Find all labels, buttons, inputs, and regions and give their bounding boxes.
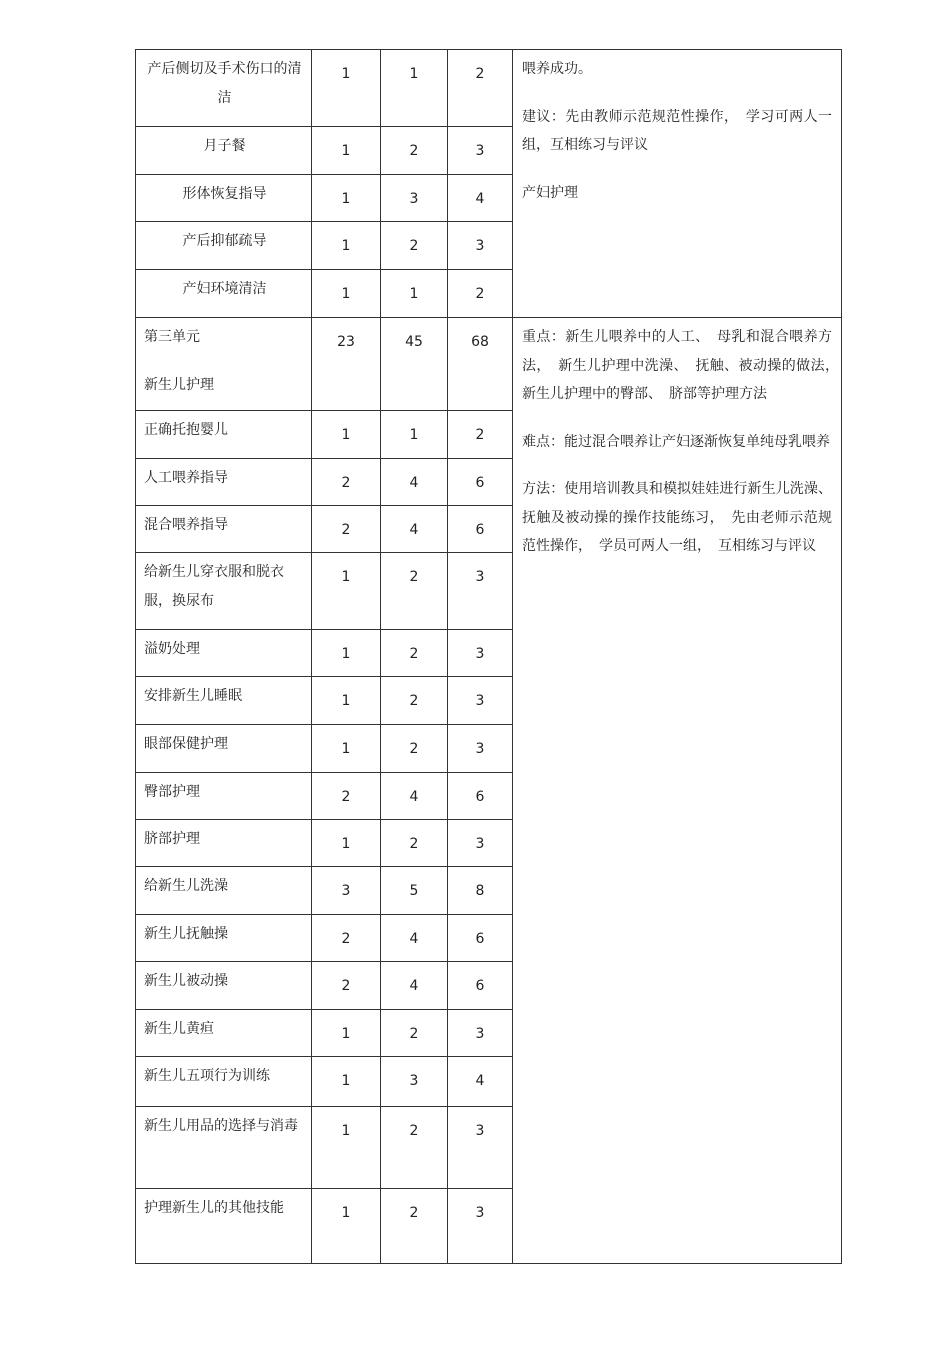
hours-b: 1 [381, 411, 448, 459]
hours-b: 3 [381, 175, 448, 222]
notes-suggestion: 建议：先由教师示范规范性操作， 学习可两人一组，互相练习与评议 [522, 108, 832, 153]
hours-a: 1 [312, 677, 381, 725]
item-name: 给新生儿洗澡 [136, 867, 312, 915]
hours-a: 2 [312, 773, 381, 820]
hours-a: 1 [312, 630, 381, 677]
item-name: 安排新生儿睡眠 [136, 677, 312, 725]
item-name: 混合喂养指导 [136, 506, 312, 553]
hours-a: 2 [312, 962, 381, 1010]
hours-total: 2 [448, 270, 513, 318]
hours-total: 4 [448, 175, 513, 222]
hours-total: 8 [448, 867, 513, 915]
hours-total: 6 [448, 962, 513, 1010]
hours-a: 2 [312, 459, 381, 506]
item-name: 眼部保健护理 [136, 725, 312, 773]
hours-b: 3 [381, 1057, 448, 1107]
item-name: 脐部护理 [136, 820, 312, 867]
item-name: 给新生儿穿衣服和脱衣服，换尿布 [136, 553, 312, 630]
hours-b: 2 [381, 1107, 448, 1189]
notes-newborn [513, 318, 846, 1264]
hours-a: 1 [312, 1010, 381, 1057]
notes-key-points: 重点：新生儿喂养中的人工、 母乳和混合喂养方法， 新生儿护理中洗澡、 抚触、被动操的做法， 新生儿护理中的臀部、 脐部等护理方法 [522, 329, 846, 402]
item-name: 新生儿黄疸 [136, 1010, 312, 1057]
hours-b: 4 [381, 915, 448, 962]
hours-b: 5 [381, 867, 448, 915]
item-name: 正确托抱婴儿 [136, 411, 312, 459]
item-name: 产后抑郁疏导 [136, 222, 312, 270]
item-name: 新生儿用品的选择与消毒 [136, 1107, 312, 1189]
hours-b: 45 [381, 318, 448, 411]
hours-a: 1 [312, 725, 381, 773]
item-name: 形体恢复指导 [136, 175, 312, 222]
hours-total: 3 [448, 630, 513, 677]
hours-a: 1 [312, 1189, 381, 1264]
hours-a: 2 [312, 915, 381, 962]
item-name: 臀部护理 [136, 773, 312, 820]
hours-total: 3 [448, 127, 513, 175]
hours-total: 3 [448, 820, 513, 867]
unit-label: 第三单元 [144, 329, 200, 345]
hours-a: 1 [312, 1107, 381, 1189]
hours-b: 1 [381, 270, 448, 318]
course-plan-table [135, 49, 846, 1264]
hours-total: 4 [448, 1057, 513, 1107]
hours-total: 6 [448, 459, 513, 506]
item-name: 护理新生儿的其他技能 [136, 1189, 312, 1264]
hours-total: 3 [448, 222, 513, 270]
notes-section: 产妇护理 [522, 184, 578, 201]
hours-a: 1 [312, 553, 381, 630]
hours-total: 3 [448, 677, 513, 725]
item-name: 新生儿被动操 [136, 962, 312, 1010]
item-name: 产妇环境清洁 [136, 270, 312, 318]
hours-a: 1 [312, 1057, 381, 1107]
hours-a: 1 [312, 411, 381, 459]
hours-a: 1 [312, 270, 381, 318]
notes-line: 喂养成功。 [522, 61, 592, 77]
hours-b: 2 [381, 677, 448, 725]
hours-a: 23 [312, 318, 381, 411]
hours-total: 3 [448, 1107, 513, 1189]
hours-b: 4 [381, 459, 448, 506]
hours-a: 1 [312, 222, 381, 270]
hours-total: 68 [448, 318, 513, 411]
item-name: 月子餐 [136, 127, 312, 175]
notes-method: 方法：使用培训教具和模拟娃娃进行新生儿洗澡、抚触及被动操的操作技能练习， 先由老师示范规范性操作， 学员可两人一组， 互相练习与评议 [522, 481, 832, 554]
hours-b: 2 [381, 127, 448, 175]
hours-total: 3 [448, 1189, 513, 1264]
unit-title-cell [136, 318, 312, 411]
hours-b: 2 [381, 1010, 448, 1057]
hours-total: 6 [448, 773, 513, 820]
hours-total: 6 [448, 506, 513, 553]
unit-topic: 新生儿护理 [144, 377, 214, 393]
hours-a: 1 [312, 820, 381, 867]
item-name: 产后侧切及手术伤口的清洁 [136, 50, 312, 127]
hours-b: 4 [381, 962, 448, 1010]
item-name: 新生儿抚触操 [136, 915, 312, 962]
hours-total: 3 [448, 1010, 513, 1057]
hours-a: 1 [312, 175, 381, 222]
hours-a: 1 [312, 127, 381, 175]
hours-a: 1 [312, 50, 381, 127]
hours-b: 4 [381, 773, 448, 820]
hours-b: 2 [381, 222, 448, 270]
table-row-unit-header [136, 318, 842, 411]
hours-total: 2 [448, 50, 513, 127]
hours-a: 2 [312, 506, 381, 553]
item-name: 新生儿五项行为训练 [136, 1057, 312, 1107]
hours-b: 2 [381, 553, 448, 630]
hours-total: 3 [448, 725, 513, 773]
item-name: 人工喂养指导 [136, 459, 312, 506]
hours-b: 2 [381, 1189, 448, 1264]
hours-total: 6 [448, 915, 513, 962]
notes-difficulty: 难点：能过混合喂养让产妇逐渐恢复单纯母乳喂养 [522, 433, 830, 450]
hours-b: 4 [381, 506, 448, 553]
hours-total: 2 [448, 411, 513, 459]
hours-a: 3 [312, 867, 381, 915]
hours-total: 3 [448, 553, 513, 630]
item-name: 溢奶处理 [136, 630, 312, 677]
hours-b: 1 [381, 50, 448, 127]
notes-postpartum [513, 50, 842, 318]
hours-b: 2 [381, 630, 448, 677]
hours-b: 2 [381, 725, 448, 773]
table-row [136, 50, 842, 127]
hours-b: 2 [381, 820, 448, 867]
